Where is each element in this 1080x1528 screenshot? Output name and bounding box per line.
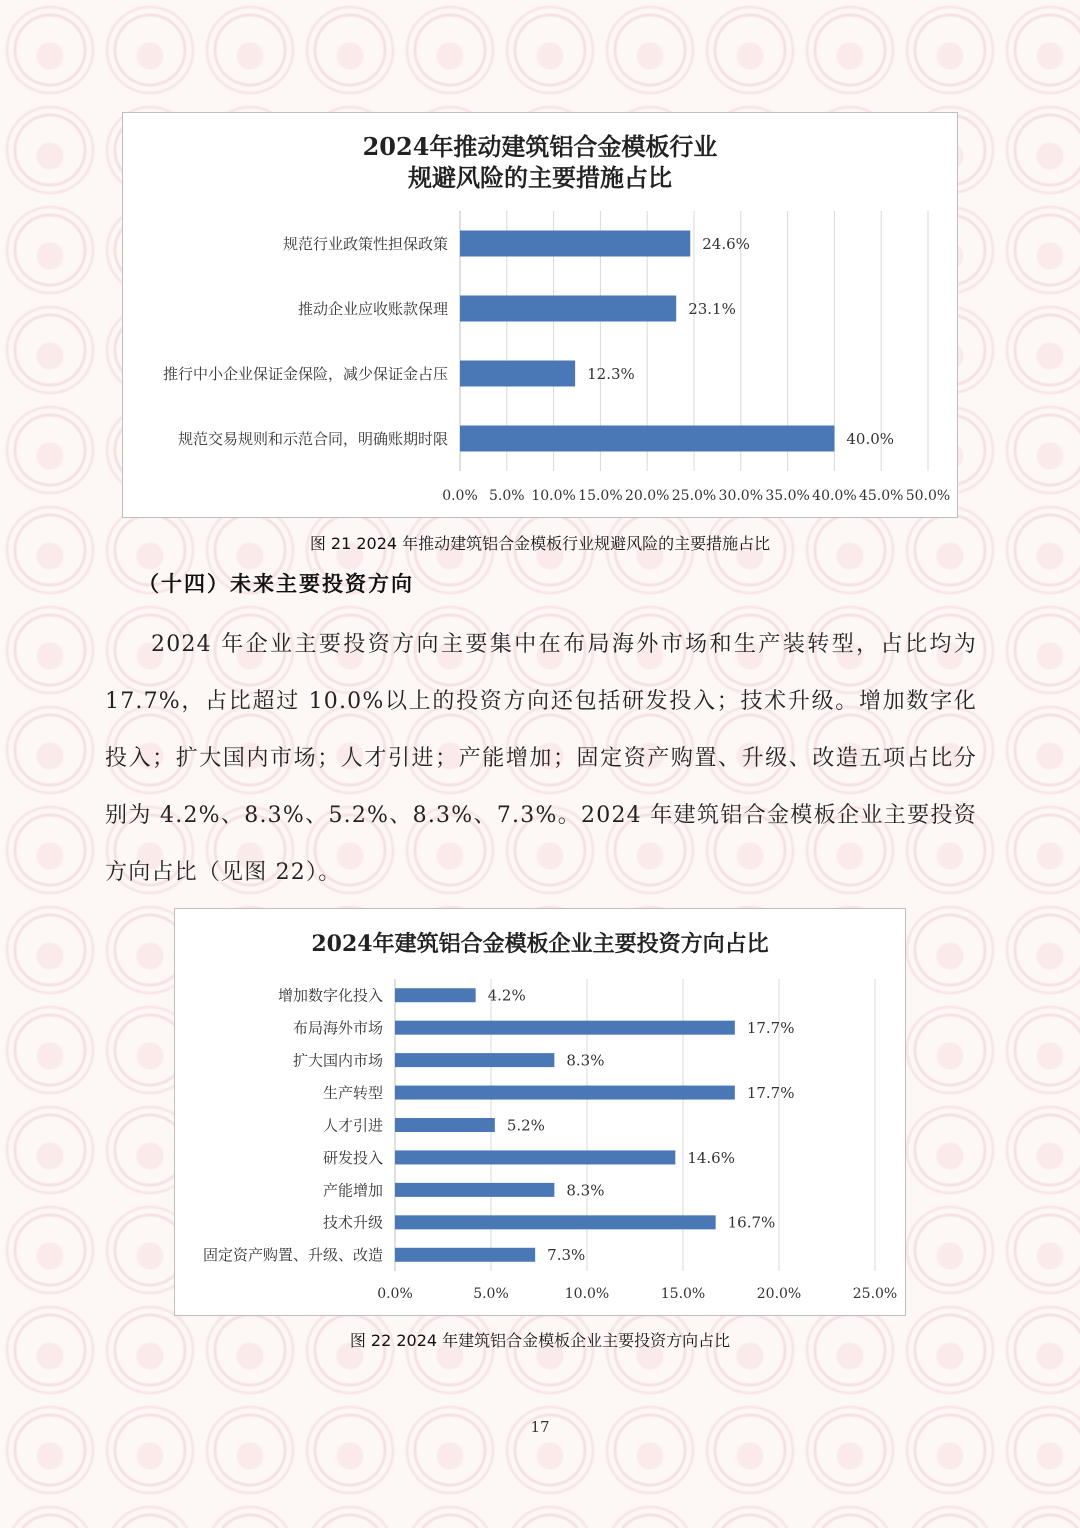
data-label: 4.2% [487, 986, 526, 1005]
data-label: 8.3% [566, 1181, 605, 1200]
category-label: 推行中小企业保证金保险，减少保证金占压 [162, 364, 448, 383]
bar [395, 988, 476, 1002]
category-label: 产能增加 [322, 1181, 383, 1200]
data-label: 40.0% [846, 429, 895, 448]
data-label: 17.7% [746, 1019, 795, 1038]
bar [460, 361, 575, 387]
x-tick-label: 10.0% [564, 1286, 610, 1302]
bar [395, 1183, 554, 1197]
x-tick-label: 5.0% [489, 488, 525, 504]
x-tick-label: 35.0% [765, 488, 810, 504]
bar [395, 1150, 675, 1164]
bar [460, 296, 676, 322]
x-tick-label: 20.0% [756, 1286, 802, 1302]
page-number: 17 [530, 1418, 550, 1436]
data-label: 12.3% [587, 364, 635, 383]
data-label: 23.1% [688, 299, 736, 318]
x-tick-label: 5.0% [473, 1286, 509, 1302]
category-label: 布局海外市场 [292, 1019, 383, 1038]
bar [395, 1118, 495, 1132]
category-label: 人才引进 [322, 1116, 383, 1135]
x-tick-label: 20.0% [624, 488, 670, 504]
category-label: 固定资产购置、升级、改造 [202, 1246, 383, 1265]
x-tick-label: 45.0% [858, 488, 904, 504]
category-label: 生产转型 [322, 1083, 383, 1102]
x-tick-label: 0.0% [377, 1286, 413, 1302]
figure-21-caption: 图 21 2024 年推动建筑铝合金模板行业规避风险的主要措施占比 [309, 534, 771, 553]
x-tick-label: 30.0% [718, 488, 764, 504]
bar [395, 1021, 735, 1035]
data-label: 7.3% [547, 1246, 586, 1265]
x-tick-label: 25.0% [852, 1286, 898, 1302]
data-label: 24.6% [702, 234, 750, 253]
x-tick-label: 10.0% [531, 488, 576, 504]
bar [395, 1215, 716, 1229]
x-tick-label: 50.0% [905, 488, 951, 504]
figure-21-chart [122, 112, 958, 518]
data-label: 14.6% [687, 1148, 735, 1167]
bar [460, 426, 834, 452]
x-tick-label: 25.0% [671, 488, 717, 504]
bar [395, 1053, 554, 1067]
chart-title-line-1: 2024年推动建筑铝合金模板行业 [362, 132, 718, 161]
category-label: 研发投入 [322, 1148, 383, 1167]
chart-title: 2024年建筑铝合金模板企业主要投资方向占比 [311, 931, 769, 957]
x-tick-label: 15.0% [578, 488, 623, 504]
chart-plot [123, 113, 957, 517]
data-label: 8.3% [566, 1051, 605, 1070]
chart-plot [175, 909, 905, 1315]
figure-22-caption: 图 22 2024 年建筑铝合金模板企业主要投资方向占比 [349, 1331, 731, 1350]
x-tick-label: 40.0% [812, 488, 857, 504]
figure-22-chart [174, 908, 906, 1316]
data-label: 5.2% [506, 1116, 545, 1135]
bar [395, 1248, 535, 1262]
x-tick-label: 0.0% [442, 488, 478, 504]
data-label: 17.7% [746, 1083, 795, 1102]
bar [395, 1086, 735, 1100]
bar [460, 231, 690, 257]
category-label: 增加数字化投入 [277, 986, 383, 1005]
chart-title-line-2: 规避风险的主要措施占比 [408, 163, 672, 192]
x-tick-label: 15.0% [660, 1286, 706, 1302]
category-label: 技术升级 [322, 1213, 383, 1232]
category-label: 推动企业应收账款保理 [297, 299, 448, 318]
category-label: 规范交易规则和示范合同，明确账期时限 [177, 429, 448, 448]
data-label: 16.7% [727, 1213, 776, 1232]
category-label: 规范行业政策性担保政策 [282, 234, 448, 253]
category-label: 扩大国内市场 [292, 1051, 383, 1070]
body-paragraph: 2024 年企业主要投资方向主要集中在布局海外市场和生产装转型，占比均为 17.7%，占比超过 10.0%以上的投资方向还包括研发投入；技术升级。增加数字化投入；扩大国内市场；人才引进；产能增加；固定资产购置、升级、改造五项占比分别为 4.2%、8.3%、5.2%、8.3%、7.3%。2024 年建筑铝合金模板企业主要投资方向占比（见图 22）。 [105, 632, 977, 885]
section-heading: （十四）未来主要投资方向 [138, 572, 414, 596]
